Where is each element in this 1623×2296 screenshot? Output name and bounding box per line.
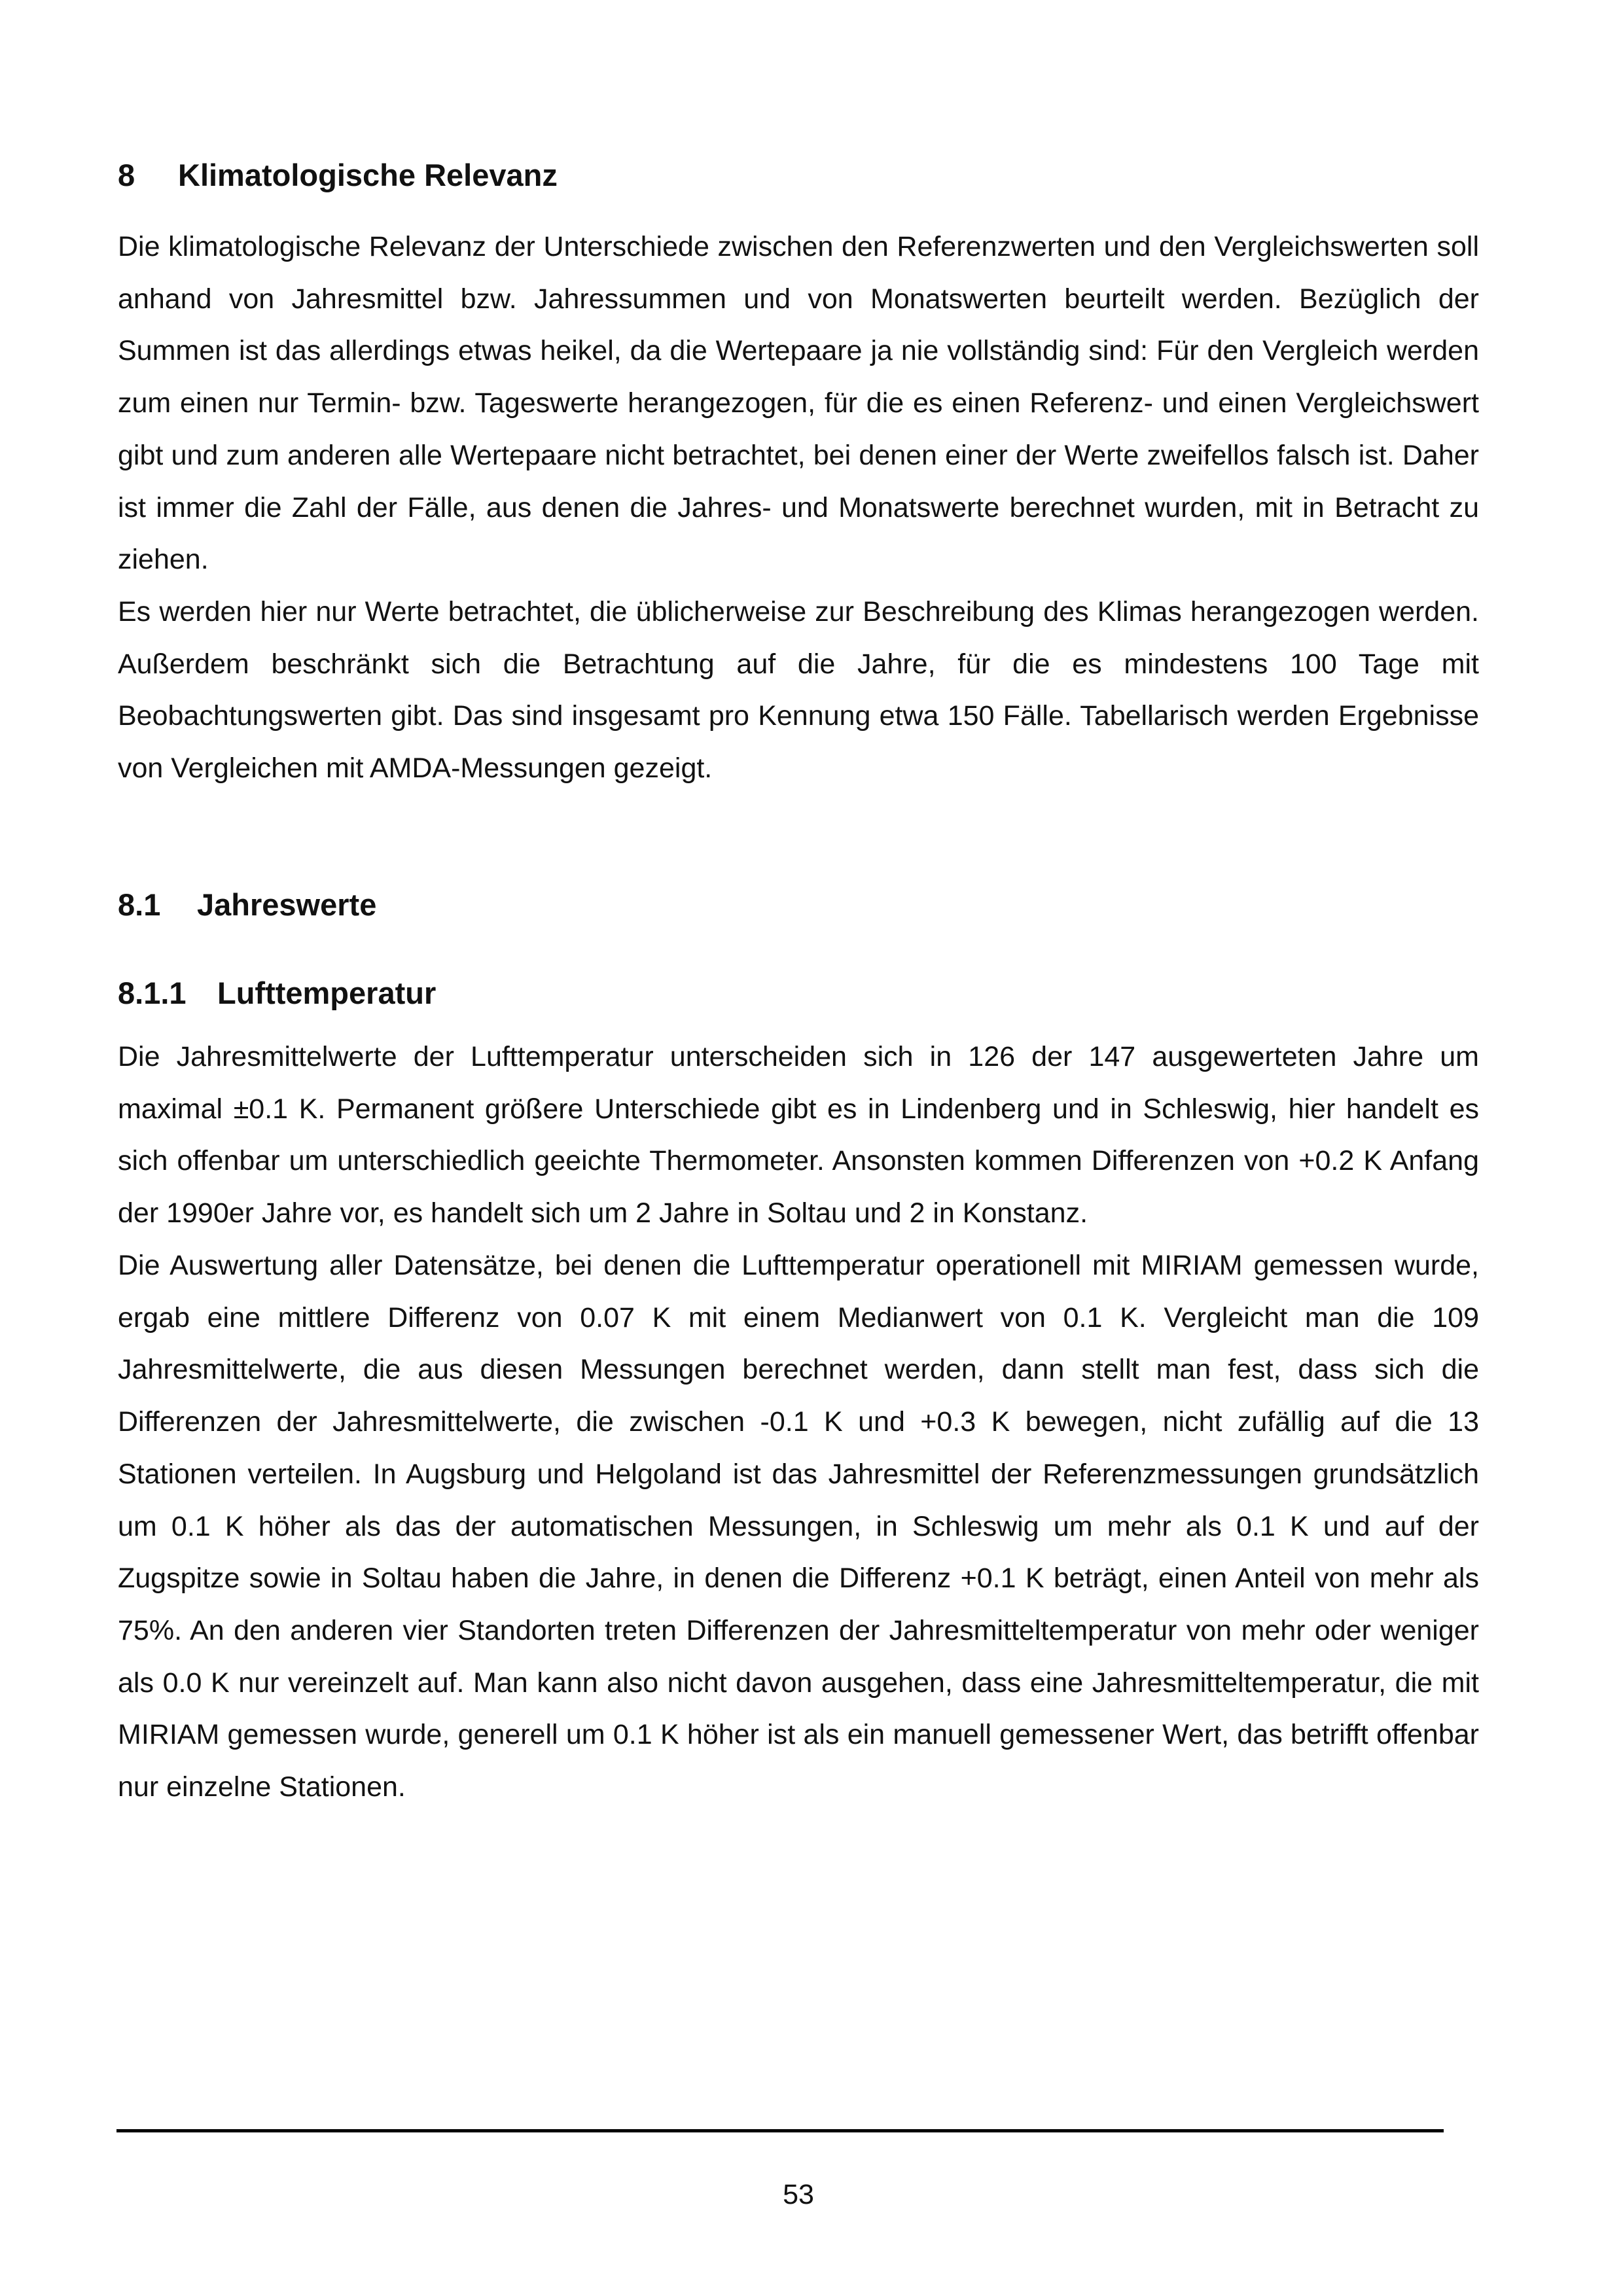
section-number: 8: [118, 158, 135, 192]
paragraph: Die klimatologische Relevanz der Unterschiede zwischen den Referenzwerten und den Vergleichswerten soll anhand von Jahresmittel bzw. Jahressummen und von Monatswerten beurteilt werden. Bezüglich der Summen ist das allerdings etwas heikel, da die Wertepaare ja nie vollständig sind: Für den Vergleich werden zum einen nur Termin- bzw. Tageswerte herangezogen, für die es einen Referenz- und einen Vergleichswert gibt und zum anderen alle Wertepaare nicht betrachtet, bei denen einer der Werte zweifellos falsch ist. Daher ist immer die Zahl der Fälle, aus denen die Jahres- und Monatswerte berechnet wurden, mit in Betracht zu ziehen.: [118, 231, 1479, 576]
subsubsection-title: Lufttemperatur: [217, 976, 437, 1010]
section-title: Klimatologische Relevanz: [178, 158, 558, 192]
paragraph: Es werden hier nur Werte betrachtet, die üblicherweise zur Beschreibung des Klimas herangezogen werden. Außerdem beschränkt sich die Betrachtung auf die Jahre, für die es mindestens 100 Tage mit Beobachtungswerten gibt. Das sind insgesamt pro Kennung etwa 150 Fälle. Tabellarisch werden Ergebnisse von Vergleichen mit AMDA-Messungen gezeigt.: [118, 596, 1479, 785]
section-heading: [118, 157, 558, 193]
footer-rule: [116, 2129, 1444, 2132]
subsubsection-heading: [118, 975, 436, 1011]
subsection-number: 8.1: [118, 887, 161, 922]
subsubsection-number: 8.1.1: [118, 976, 187, 1010]
paragraph: Die Jahresmittelwerte der Lufttemperatur unterscheiden sich in 126 der 147 ausgewerteten Jahre um maximal ±0.1 K. Permanent größere Unterschiede gibt es in Lindenberg und in Schleswig, hier handelt es sich offenbar um unterschiedlich geeichte Thermometer. Ansonsten kommen Differenzen von +0.2 K Anfang der 1990er Jahre vor, es handelt sich um 2 Jahre in Soltau und 2 in Konstanz.: [118, 1041, 1479, 1229]
page-number: 53: [783, 2179, 814, 2210]
subsection-heading: [118, 887, 376, 923]
paragraph: Die Auswertung aller Datensätze, bei denen die Lufttemperatur operationell mit MIRIAM gemessen wurde, ergab eine mittlere Differenz von 0.07 K mit einem Medianwert von 0.1 K. Vergleicht man die 109 Jahresmittelwerte, die aus diesen Messungen berechnet werden, dann stellt man fest, dass sich die Differenzen der Jahresmittelwerte, die zwischen -0.1 K und +0.3 K bewegen, nicht zufällig auf die 13 Stationen verteilen. In Augsburg und Helgoland ist das Jahresmittel der Referenzmessungen grundsätzlich um 0.1 K höher als das der automatischen Messungen, in Schleswig um mehr als 0.1 K und auf der Zugspitze sowie in Soltau haben die Jahre, in denen die Differenz +0.1 K beträgt, einen Anteil von mehr als 75%. An den anderen vier Standorten treten Differenzen der Jahresmitteltemperatur von mehr oder weniger als 0.0 K nur vereinzelt auf. Man kann also nicht davon ausgehen, dass eine Jahresmitteltemperatur, die mit MIRIAM gemessen wurde, generell um 0.1 K höher ist als ein manuell gemessener Wert, das betrifft offenbar nur einzelne Stationen.: [118, 1250, 1479, 1803]
subsection-title: Jahreswerte: [197, 887, 377, 922]
